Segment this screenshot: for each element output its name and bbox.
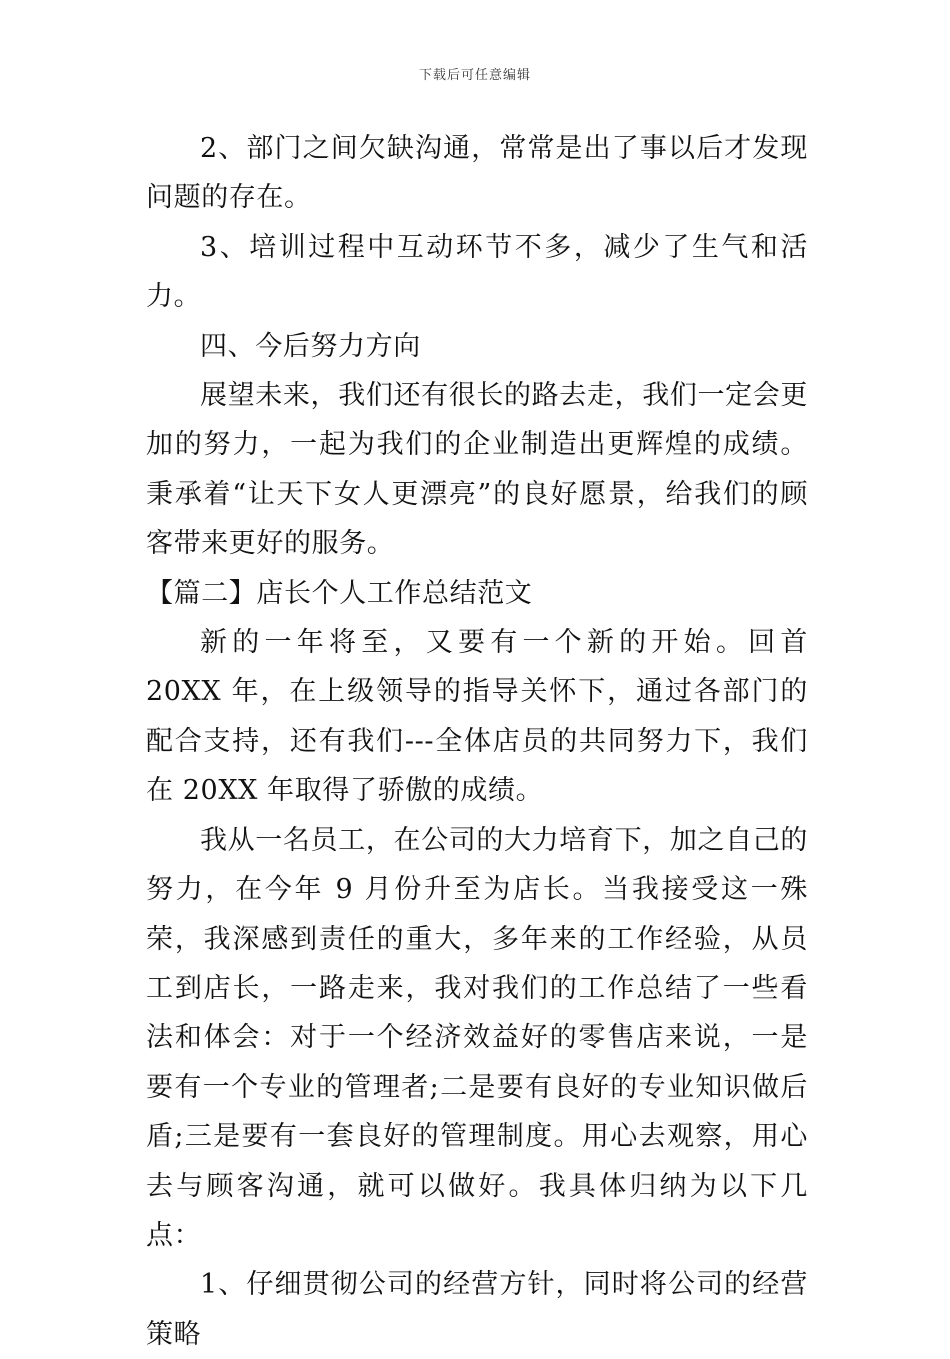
section-heading-future-direction: 四、今后努力方向: [200, 330, 421, 362]
page-header: 下载后可任意编辑: [418, 68, 531, 83]
paragraph-point-one: 1、仔细贯彻公司的经营方针，同时将公司的经营策略: [146, 1269, 808, 1350]
document-body: [146, 124, 808, 1359]
paragraph-communication-issue: 2、部门之间欠缺沟通，常常是出了事以后才发现问题的存在。: [146, 133, 808, 214]
paragraph-new-year: 新的一年将至，又要有一个新的开始。回首 20XX 年，在上级领导的指导关怀下，通过各部门的配合支持，还有我们---全体店员的共同努力下，我们在 20XX 年取得了骄傲的成绩。: [146, 627, 808, 807]
paragraph-outlook: 展望未来，我们还有很长的路去走，我们一定会更加的努力，一起为我们的企业制造出更辉煌的成绩。秉承着“让天下女人更漂亮”的良好愿景，给我们的顾客带来更好的服务。: [146, 380, 808, 560]
article-title-part-two: 【篇二】店长个人工作总结范文: [146, 577, 533, 609]
paragraph-promotion: 我从一名员工，在公司的大力培育下，加之自己的努力，在今年 9 月份升至为店长。当我接受这一殊荣，我深感到责任的重大，多年来的工作经验，从员工到店长，一路走来，我对我们的工作总结了一些看法和体会：对于一个经济效益好的零售店来说，一是要有一个专业的管理者;二是要有良好的专业知识做后盾;三是要有一套良好的管理制度。用心去观察，用心去与顾客沟通，就可以做好。我具体归纳为以下几点：: [146, 824, 808, 1251]
paragraph-training-issue: 3、培训过程中互动环节不多，减少了生气和活力。: [146, 231, 808, 313]
